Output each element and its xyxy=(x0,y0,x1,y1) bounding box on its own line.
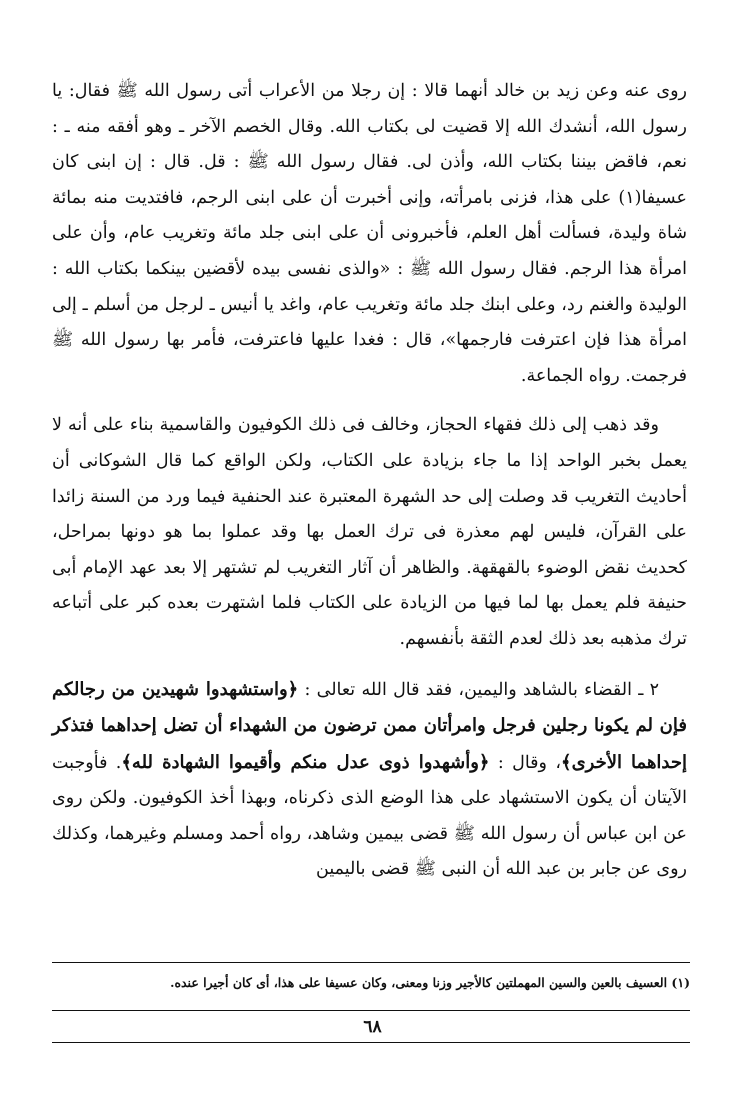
footnote-divider xyxy=(52,962,690,963)
footnote: (١) العسيف بالعين والسين المهملتين كالأجير وزنا ومعنى، وكان عسيفا على هذا، أى كان أجيرا عنده. xyxy=(170,975,690,990)
quran-verse-1: ﴿واستشهدوا شهيدين من رجالكم فإن لم يكونا رجلين فرجل وامرأتان ممن ترضون من الشهداء أن تضل إحداهما فتذكر إحداهما الأخرى﴾ xyxy=(52,678,688,773)
section-mid: ، وقال : xyxy=(489,752,562,773)
page-number-top-rule xyxy=(52,1010,690,1011)
quran-verse-2: ﴿وأشهدوا ذوى عدل منكم وأقيموا الشهادة لله﴾ xyxy=(121,751,490,773)
paragraph-hadith: روى عنه وعن زيد بن خالد أنهما قالا : إن رجلا من الأعراب أتى رسول الله ﷺ فقال: يا رسول الله، أنشدك الله إلا قضيت لى بكتاب الله. وقال الخصم الآخر ـ وهو أفقه منه ـ : نعم، فاقض بيننا بكتاب الله، وأذن لى. فقال رسول الله ﷺ : قل. قال : إن ابنى كان عسيفا(١) على هذا، فزنى بامرأته، وإنى أخبرت أن على ابنى الرجم، فافتديت منه بمائة شاة وليدة، فسألت أهل العلم، فأخبرونى أن على ابنى جلد مائة وتغريب عام، وأن على امرأة هذا الرجم. فقال رسول الله ﷺ : «والذى نفسى بيده لأقضين بينكما بكتاب الله : الوليدة والغنم رد، وعلى ابنك جلد مائة وتغريب عام، واغد يا أنيس ـ لرجل من أسلم ـ إلى امرأة هذا فإن اعترفت فارجمها»، قال : فغدا عليها فاعترفت، فأمر بها رسول الله ﷺ فرجمت. رواه الجماعة. xyxy=(52,81,687,386)
paragraph-witness-section xyxy=(52,672,687,889)
section-intro: ٢ ـ القضاء بالشاهد واليمين، فقد قال الله تعالى : xyxy=(298,679,659,700)
page-number-bottom-rule xyxy=(52,1042,690,1043)
section-rest: . فأوجبت الآيتان أن يكون الاستشهاد على هذا الوضع الذى ذكرناه، وبهذا أخذ الكوفيون. ولكن روى عن ابن عباس أن رسول الله ﷺ قضى بيمين وشاهد، رواه أحمد ومسلم وغيرهما، وكذلك روى عن جابر بن عبد الله أن النبى ﷺ قضى باليمين xyxy=(52,752,687,880)
paragraph-jurists: وقد ذهب إلى ذلك فقهاء الحجاز، وخالف فى ذلك الكوفيون والقاسمية بناء على أنه لا يعمل بخبر الواحد إذا ما جاء بزيادة على الكتاب، ولكن الواقع كما قال الشوكانى أن أحاديث التغريب قد وصلت إلى حد الشهرة المعتبرة عند الحنفية فيما ورد من السنة زائدا على القرآن، فليس لهم معذرة فى ترك العمل بها وقد عملوا بما هو دونها بمراحل، كحديث نقض الوضوء بالقهقهة. والظاهر أن آثار التغريب لم تشتهر إلا بعد عهد الإمام أبى حنيفة فلم يعمل بها لما فيها من الزيادة على الكتاب فلما اشتهرت بعده كبر على أتباعه ترك مذهبه بعد ذلك لعدم الثقة بأنفسهم. xyxy=(52,415,687,649)
page-number: ٦٨ xyxy=(363,1017,382,1037)
